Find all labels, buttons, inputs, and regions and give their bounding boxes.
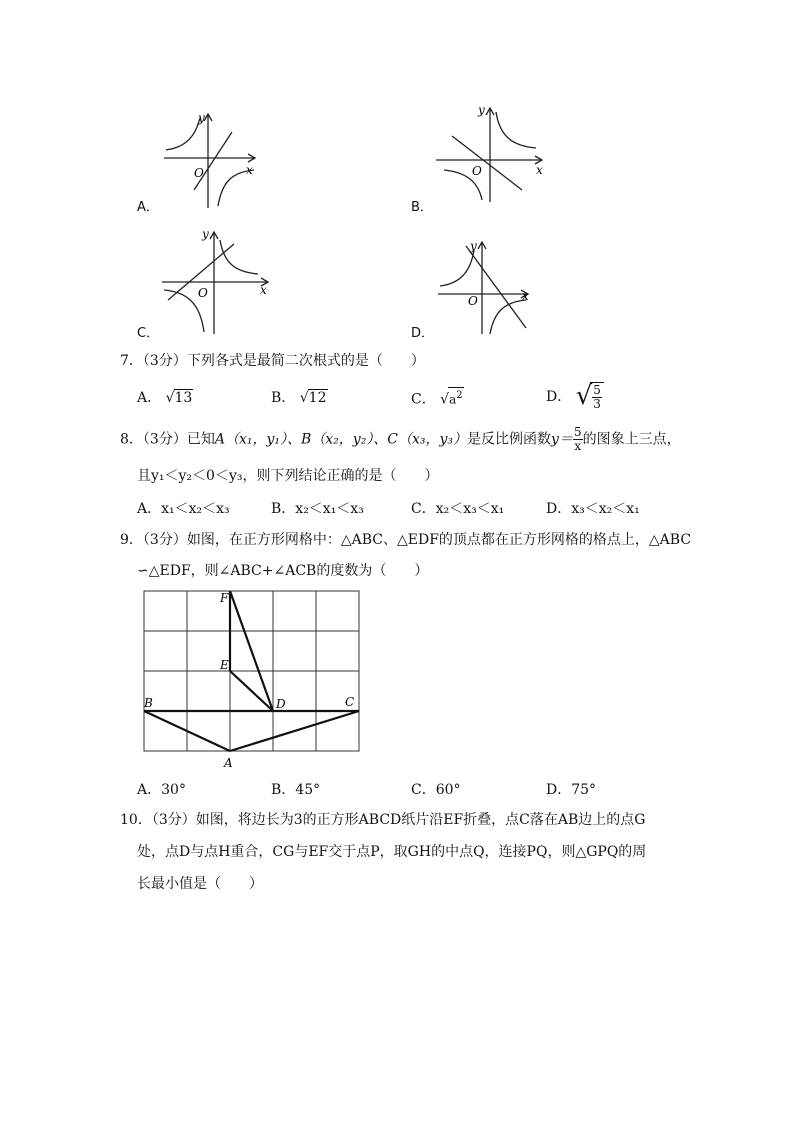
question-7-text: 下列各式是最简二次根式的是（ ） <box>186 353 425 369</box>
radicand: 13 <box>174 390 193 406</box>
question-8-text-2: 是反比例函数 <box>467 431 552 448</box>
graph-c-x-axis-label: x <box>260 283 267 297</box>
question-8-option-a <box>137 498 230 518</box>
graph-a-origin-label: O <box>194 166 204 180</box>
graph-d-x-axis-label: x <box>522 289 529 303</box>
question-7-option-c <box>411 387 464 409</box>
question-10-stem-line-2: 处，点D与点H重合，CG与EF交于点P，取GH的中点Q，连接PQ，则△GPQ的周 <box>137 844 647 860</box>
function-numerator: 5 <box>573 425 582 439</box>
question-7-score: （3分） <box>142 353 187 369</box>
option-label: A． <box>137 501 162 517</box>
graph-b-y-axis-label: y <box>478 104 485 117</box>
option-text: 30° <box>161 782 186 798</box>
question-9-text-1: 如图，在正方形网格中：△ABC、△EDF的顶点都在正方形网格的格点上，△ABC <box>186 532 692 548</box>
question-9-option-a <box>137 779 186 799</box>
option-label: D． <box>546 501 572 517</box>
graph-a-x-axis-label: x <box>246 163 253 177</box>
graph-option-c-label: C． <box>137 326 160 341</box>
point-E-label: E <box>220 658 229 672</box>
graph-a-y-axis-label: y <box>198 111 205 125</box>
fraction-numerator: 5 <box>593 382 601 397</box>
question-7-option-b <box>271 387 328 407</box>
graph-c-figure <box>160 228 272 336</box>
option-label: D． <box>546 389 572 405</box>
option-text: 75° <box>571 782 597 798</box>
option-text: 60° <box>435 782 461 798</box>
option-label: A． <box>137 782 162 798</box>
question-9-grid-figure <box>138 586 366 772</box>
question-9-option-b <box>271 779 320 799</box>
option-text: x₂＜x₃＜x₁ <box>435 501 505 517</box>
question-8-option-c <box>411 498 504 518</box>
option-text: x₁＜x₂＜x₃ <box>161 501 230 517</box>
point-D-label: D <box>276 697 286 711</box>
option-label: B． <box>271 782 296 798</box>
graph-b-figure <box>434 104 546 204</box>
sqrt-sign: √ <box>299 390 309 406</box>
radicand-base: a <box>449 392 457 407</box>
function-lhs: y＝ <box>551 431 573 448</box>
question-7-option-d <box>546 381 604 411</box>
point-F-label: F <box>220 591 229 605</box>
question-8-option-b <box>271 498 364 518</box>
question-7-option-a <box>137 387 193 407</box>
question-8-option-d <box>546 498 640 518</box>
option-label: C． <box>411 782 436 798</box>
graph-option-a <box>160 110 260 210</box>
option-label: B． <box>271 501 296 517</box>
question-8-text-3: 的图象上三点， <box>582 431 681 448</box>
graph-option-a-label: A． <box>137 200 159 215</box>
question-7-stem <box>120 351 425 371</box>
graph-option-c <box>160 228 272 336</box>
graph-b-x-axis-label: x <box>536 163 543 177</box>
graph-d-y-axis-label: y <box>470 239 477 253</box>
fraction-denominator: 3 <box>593 396 601 411</box>
question-9-stem-line-1 <box>120 530 691 550</box>
question-10-stem-line-3: 长最小值是（ ） <box>137 876 263 892</box>
graph-option-d-label: D． <box>411 326 435 341</box>
question-8-score: （3分） <box>142 431 187 448</box>
radicand-exponent: 2 <box>456 390 463 401</box>
option-text: x₂＜x₁＜x₃ <box>295 501 364 517</box>
question-8-stem-line-1 <box>120 426 681 453</box>
graph-d-figure <box>436 238 532 336</box>
point-B-label: B <box>144 696 153 710</box>
option-text: 45° <box>295 782 321 798</box>
option-label: A． <box>137 390 162 406</box>
question-8-text-1: 已知 <box>186 431 215 448</box>
question-8-points: A（x₁，y₁）、B（x₂，y₂）、C（x₃，y₃） <box>214 431 468 448</box>
question-8-number: 8． <box>120 431 143 448</box>
function-denominator: x <box>574 439 582 453</box>
question-9-number: 9． <box>120 532 143 548</box>
option-label: B． <box>271 390 296 406</box>
graph-option-b-label: B． <box>411 200 433 215</box>
question-10-stem-line-1 <box>120 810 645 830</box>
radicand <box>448 387 464 408</box>
grid-triangles-diagram <box>138 586 366 772</box>
sqrt-sign: √ <box>440 391 450 408</box>
question-9-stem-line-2: ∽△EDF，则∠ABC+∠ACB的度数为（ ） <box>137 563 429 579</box>
function-fraction <box>573 426 583 453</box>
question-10-text-1: 如图，将边长为3的正方形ABCD纸片沿EF折叠，点C落在AB边上的点G <box>195 812 646 828</box>
sqrt-sign: √ <box>165 390 175 406</box>
graph-option-b <box>434 104 546 204</box>
graph-a-figure <box>160 110 260 210</box>
graph-c-origin-label: O <box>198 286 208 300</box>
graph-b-origin-label: O <box>472 164 482 178</box>
radicand: 12 <box>308 390 327 406</box>
graph-option-d <box>436 238 532 336</box>
sqrt-sign: √ <box>575 381 593 411</box>
option-label: D． <box>546 782 572 798</box>
option-label: C． <box>411 391 436 408</box>
question-10-score: （3分） <box>151 812 196 828</box>
question-9-option-d <box>546 779 596 799</box>
question-9-option-c <box>411 779 461 799</box>
option-text: x₃＜x₂＜x₁ <box>571 501 640 517</box>
graph-d-origin-label: O <box>468 294 478 308</box>
fraction <box>590 382 604 411</box>
graph-c-y-axis-label: y <box>202 228 209 241</box>
question-8-stem-line-2: 且y₁＜y₂＜0＜y₃，则下列结论正确的是（ ） <box>137 468 439 484</box>
point-A-label: A <box>224 756 233 770</box>
question-10-number: 10． <box>120 812 152 828</box>
point-C-label: C <box>345 695 355 709</box>
question-9-score: （3分） <box>142 532 187 548</box>
option-label: C． <box>411 501 436 517</box>
question-7-number: 7． <box>120 353 143 369</box>
